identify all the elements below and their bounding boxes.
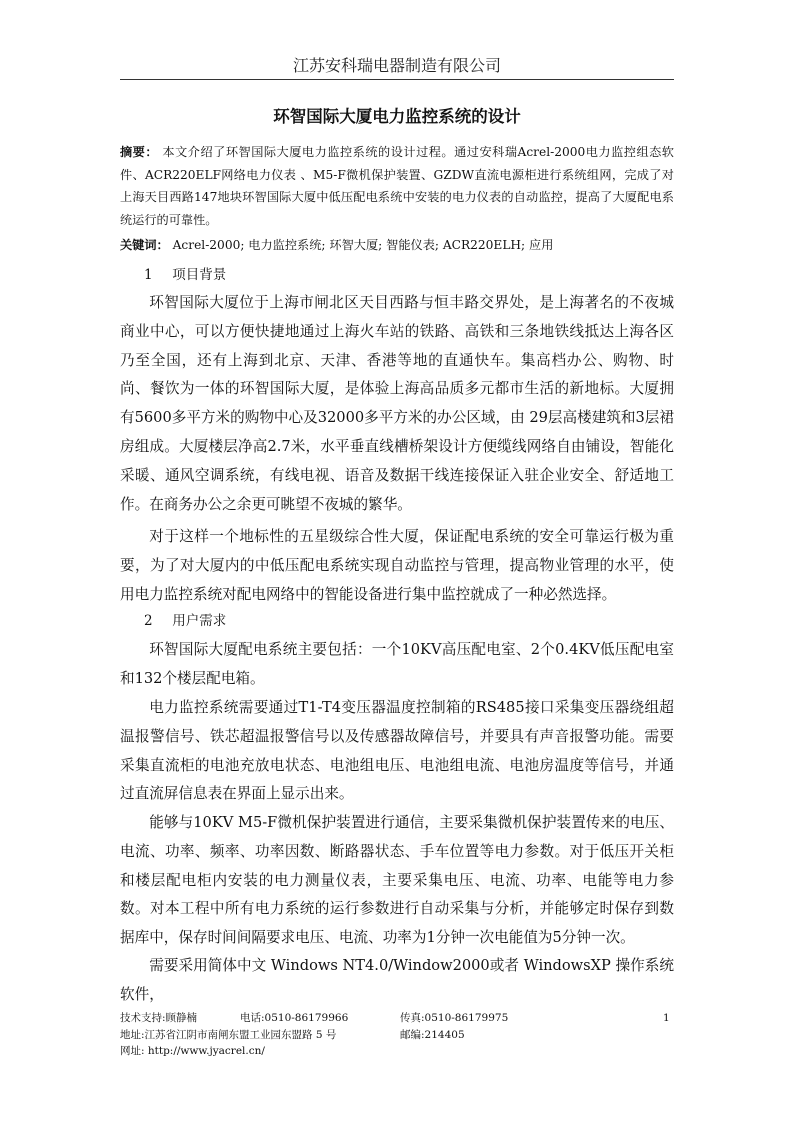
keywords-label: 关键词：: [120, 238, 169, 252]
footer-support: 技术支持:顾静楠: [120, 1012, 198, 1024]
abstract-block: [120, 141, 674, 231]
abstract-label: 摘要：: [120, 145, 159, 159]
page-number: 1: [663, 1012, 670, 1024]
paragraph-protection-communication: 能够与10KV M5-F微机保护装置进行通信，主要采集微机保护装置传来的电压、电流、功率、频率、功率因数、断路器状态、手车位置等电力参数。对于低压开关柜和楼层配电柜内安装的电力测量仪表，主要采集电压、电流、功率、电能等电力参数。对本工程中所有电力系统的运行参数进行自动采集与分析，并能够定时保存到数据库中，保存时间间隔要求电压、电流、功率为1分钟一次电能值为5分钟一次。: [120, 814, 674, 947]
section-heading-background: [144, 264, 226, 286]
footer-address: 地址:江苏省江阴市南闸东盟工业园东盟路 5 号: [120, 1028, 337, 1041]
section-number: 2: [144, 613, 153, 629]
paragraph-os-requirement: 需要采用简体中文 Windows NT4.0/Window2000或者 WindowsXP 操作系统软件，: [120, 957, 674, 1003]
footer-fax: 传真:0510-86179975: [400, 1012, 509, 1024]
document-title: 环智国际大厦电力监控系统的设计: [273, 107, 521, 126]
keywords-block: [120, 234, 674, 256]
paragraph-distribution-system: 环智国际大厦配电系统主要包括：一个10KV高压配电室、2个0.4KV低压配电室和132个楼层配电箱。: [120, 641, 674, 687]
footer-phone: 电话:0510-86179966: [240, 1012, 349, 1024]
keywords-text: Acrel-2000; 电力监控系统; 环智大厦; 智能仪表; ACR220ELH; 应用: [172, 238, 554, 252]
page-header-company: 江苏安科瑞电器制造有限公司: [292, 56, 501, 75]
section-number: 1: [144, 267, 153, 283]
header-divider: [120, 79, 674, 80]
footer-zip: 邮编:214405: [400, 1028, 465, 1041]
paragraph-transformer-monitoring: 电力监控系统需要通过T1-T4变压器温度控制箱的RS485接口采集变压器绕组超温报警信号、铁芯超温报警信号以及传感器故障信号，并要具有声音报警功能。需要采集直流柜的电池充放电状态、电池组电压、电池组电流、电池房温度等信号，并通过直流屏信息表在界面上显示出来。: [120, 699, 674, 803]
section-title: 项目背景: [172, 267, 227, 283]
footer-website[interactable]: 网址: http://www.jyacrel.cn/: [120, 1045, 265, 1058]
paragraph-project-motivation: 对于这样一个地标性的五星级综合性大厦，保证配电系统的安全可靠运行极为重要，为了对大厦内的中低压配电系统实现自动监控与管理，提高物业管理的水平，使用电力监控系统对配电网络中的智能设备进行集中监控就成了一种必然选择。: [120, 528, 674, 603]
abstract-text: 本文介绍了环智国际大厦电力监控系统的设计过程。通过安科瑞Acrel-2000电力监控组态软件、ACR220ELF网络电力仪表 、M5-F微机保护装置、GZDW直流电源柜进行系统组网，完成了对上海天目西路147地块环智国际大厦中低压配电系统中安装的电力仪表的自动监控，提高了大厦配电系统运行的可靠性。: [120, 145, 674, 227]
paragraph-project-location: 环智国际大厦位于上海市闸北区天目西路与恒丰路交界处，是上海著名的不夜城商业中心，可以方便快捷地通过上海火车站的铁路、高铁和三条地铁线抵达上海各区乃至全国，还有上海到北京、天津、香港等地的直通快车。集高档办公、购物、时尚、餐饮为一体的环智国际大厦，是体验上海高品质多元都市生活的新地标。大厦拥有5600多平方米的购物中心及32000多平方米的办公区域，由 29层高楼建筑和3层裙房组成。大厦楼层净高2.7米，水平垂直线槽桥架设计方便缆线网络自由铺设，智能化采暖、通风空调系统，有线电视、语音及数据干线连接保证入驻企业安全、舒适地工作。在商务办公之余更可眺望不夜城的繁华。: [120, 294, 674, 513]
section-title: 用户需求: [172, 613, 227, 629]
section-heading-requirements: [144, 610, 226, 632]
page-footer: [120, 1010, 674, 1060]
